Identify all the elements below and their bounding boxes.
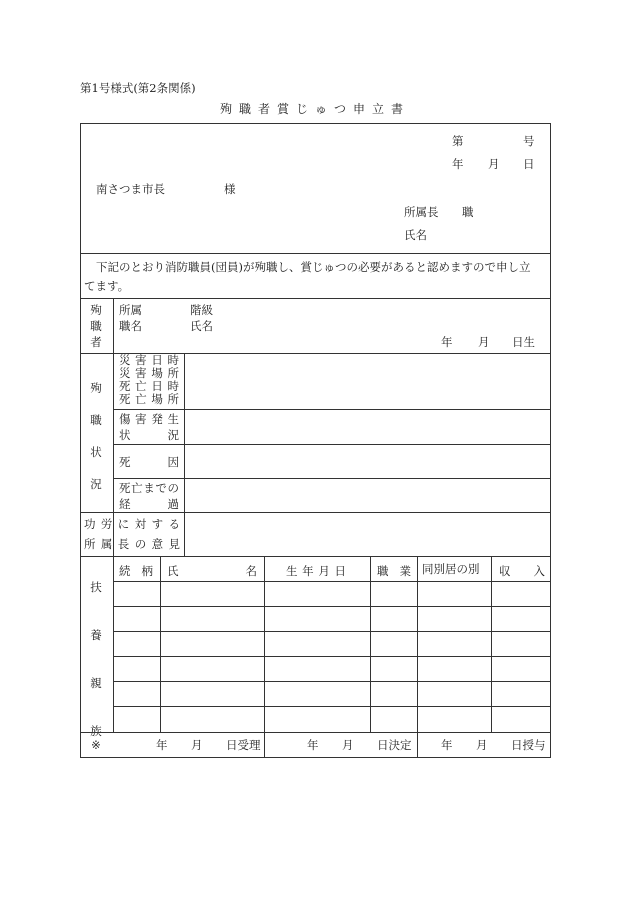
divider-line xyxy=(113,478,551,479)
date-year: 年 xyxy=(452,157,464,171)
header-occupation: 職業 xyxy=(377,564,411,578)
column-line xyxy=(184,512,185,556)
dept-head-name: 氏名 xyxy=(404,228,427,242)
statement-line-2: てます。 xyxy=(84,279,130,293)
birth-year: 年 xyxy=(441,335,453,349)
label-char: 職 xyxy=(90,319,102,333)
disaster-place-label: 災害場所 xyxy=(119,366,179,380)
header-income: 収入 xyxy=(499,564,545,578)
opinion-label-2: 所属長の意見 xyxy=(84,537,180,551)
date-day: 日 xyxy=(523,157,535,171)
column-line xyxy=(417,556,418,758)
job-label: 職名 xyxy=(119,319,142,333)
deceased-label xyxy=(86,302,106,350)
table-row-line xyxy=(113,656,551,657)
label-char: 族 xyxy=(90,724,102,738)
label-char: 親 xyxy=(90,676,102,690)
table-row-line xyxy=(113,706,551,707)
divider-line xyxy=(80,732,551,733)
footer-mark: ※ xyxy=(91,738,101,752)
label-char: 殉 xyxy=(90,303,102,317)
header-birthdate: 生年月日 xyxy=(286,564,346,578)
divider-line xyxy=(80,512,551,513)
dependents-label xyxy=(86,563,106,755)
label-char: 扶 xyxy=(90,580,102,594)
death-place-label: 死亡場所 xyxy=(119,392,179,406)
circumstances-label xyxy=(86,372,106,500)
cause-of-death-label: 死因 xyxy=(119,455,179,469)
number-suffix: 号 xyxy=(523,134,535,148)
divider-line xyxy=(113,444,551,445)
birth-month: 月 xyxy=(478,335,490,349)
table-row-line xyxy=(113,606,551,607)
affiliation-label: 所属 xyxy=(119,303,142,317)
progress-label: 死亡までの xyxy=(119,481,179,495)
dept-head-position: 職 xyxy=(462,205,474,219)
rank-label: 階級 xyxy=(190,303,213,317)
death-datetime-label: 死亡日時 xyxy=(119,379,179,393)
label-char: 殉 xyxy=(90,381,102,395)
injury-status-label: 状況 xyxy=(119,428,179,442)
date-month: 月 xyxy=(488,157,500,171)
progress-label-2: 経過 xyxy=(119,497,179,511)
decided-month: 月 xyxy=(342,738,354,752)
decided-year: 年 xyxy=(307,738,319,752)
divider-line xyxy=(80,298,551,299)
table-row-line xyxy=(113,631,551,632)
form-title: 殉職者賞じゅつ申立書 xyxy=(219,102,410,116)
column-line xyxy=(264,556,265,758)
disaster-datetime-label: 災害日時 xyxy=(119,353,179,367)
label-char: 状 xyxy=(90,445,102,459)
granted-day: 日授与 xyxy=(511,738,546,752)
received-day: 日受理 xyxy=(226,738,261,752)
addressee: 南さつま市長 xyxy=(96,182,165,196)
divider-line xyxy=(80,253,551,254)
name-label: 氏名 xyxy=(190,319,213,333)
divider-line xyxy=(113,409,551,410)
table-row-line xyxy=(113,581,551,582)
dept-head-label: 所属長 xyxy=(404,205,439,219)
header-relationship: 続柄 xyxy=(119,564,153,578)
granted-month: 月 xyxy=(476,738,488,752)
opinion-label-1: 功労に対する xyxy=(84,517,180,531)
injury-label: 傷害発生 xyxy=(119,412,179,426)
received-year: 年 xyxy=(156,738,168,752)
received-month: 月 xyxy=(191,738,203,752)
label-char: 況 xyxy=(90,477,102,491)
header-name: 氏名 xyxy=(167,564,257,578)
birth-day: 日生 xyxy=(512,335,535,349)
divider-line xyxy=(80,556,551,557)
label-char: 職 xyxy=(90,413,102,427)
decided-day: 日決定 xyxy=(377,738,412,752)
form-number-label: 第1号様式(第2条関係) xyxy=(80,81,196,95)
label-char: 養 xyxy=(90,628,102,642)
header-cohabitation: 同別居の別 xyxy=(422,562,480,576)
granted-year: 年 xyxy=(441,738,453,752)
table-row-line xyxy=(113,681,551,682)
addressee-honorific: 様 xyxy=(224,182,236,196)
statement-line-1: 下記のとおり消防職員(団員)が殉職し、賞じゅつの必要があると認めますので申し立 xyxy=(96,260,531,274)
label-char: 者 xyxy=(90,335,102,349)
number-prefix: 第 xyxy=(452,134,464,148)
